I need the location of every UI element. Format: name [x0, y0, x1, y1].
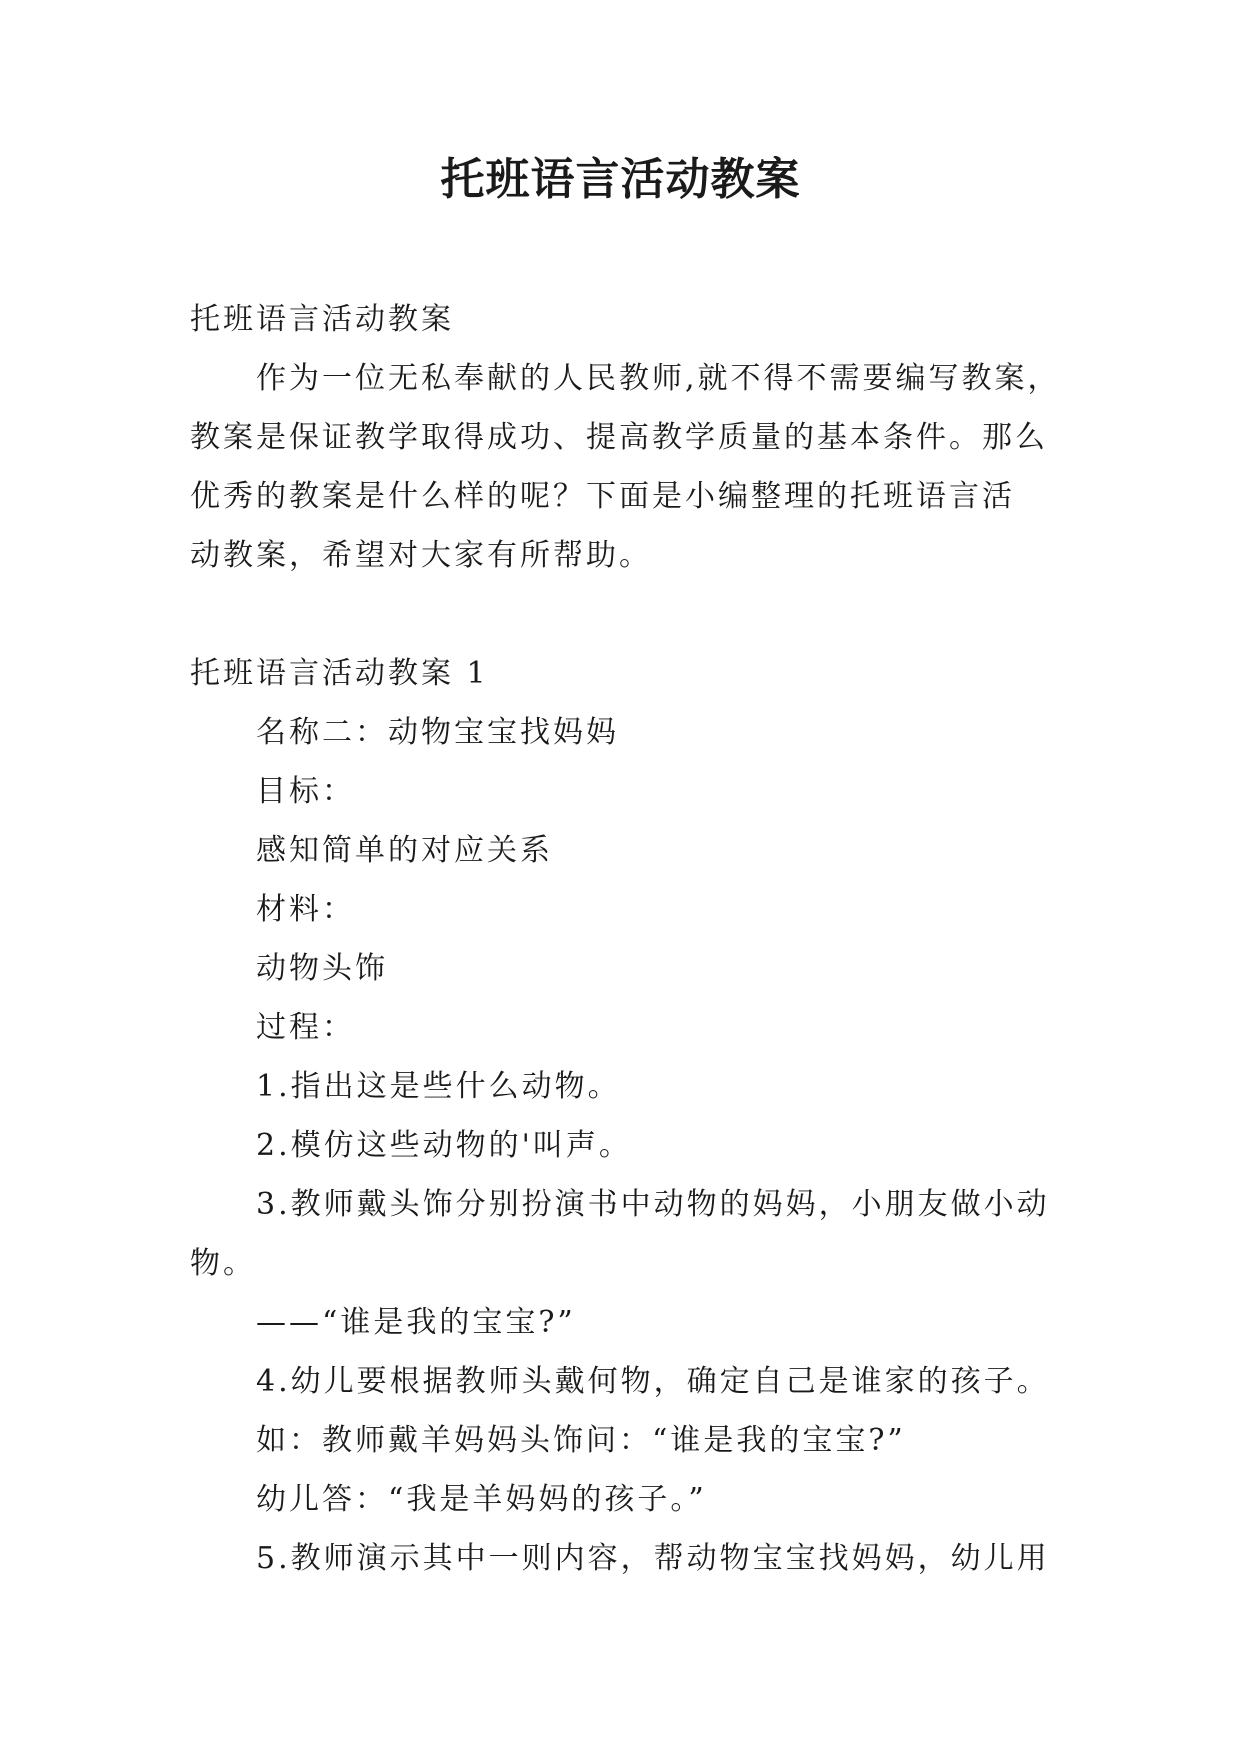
process-label: 过程：: [256, 1010, 355, 1045]
dialog-line: ——“谁是我的宝宝?”: [256, 1305, 576, 1340]
answer-line: 幼儿答：“我是羊妈妈的孩子。”: [256, 1482, 707, 1517]
intro-line: 教案是保证教学取得成功、提高教学质量的基本条件。那么: [190, 420, 1048, 455]
step-3-continued: 物。: [190, 1246, 256, 1281]
goal-text: 感知简单的对应关系: [256, 833, 553, 868]
material-text: 动物头饰: [256, 951, 388, 986]
material-label: 材料：: [256, 892, 355, 927]
step-4: 4.幼儿要根据教师头戴何物，确定自己是谁家的孩子。: [256, 1364, 1050, 1399]
step-3: 3.教师戴头饰分别扮演书中动物的妈妈，小朋友做小动: [256, 1187, 1050, 1222]
intro-heading: 托班语言活动教案: [190, 302, 454, 337]
example-line: 如：教师戴羊妈妈头饰问：“谁是我的宝宝?”: [256, 1423, 906, 1458]
section-heading: 托班语言活动教案 1: [190, 656, 489, 691]
document-title: 托班语言活动教案: [440, 154, 801, 205]
step-1: 1.指出这是些什么动物。: [256, 1069, 621, 1104]
goal-label: 目标：: [256, 774, 355, 809]
paragraph-gap: [190, 585, 1070, 644]
intro-line: 作为一位无私奉献的人民教师,就不得不需要编写教案，: [256, 361, 1061, 396]
step-5: 5.教师演示其中一则内容，帮动物宝宝找妈妈，幼儿用: [256, 1541, 1050, 1576]
intro-line: 优秀的教案是什么样的呢？下面是小编整理的托班语言活: [190, 479, 1015, 514]
intro-line: 动教案，希望对大家有所帮助。: [190, 538, 652, 573]
activity-name: 名称二：动物宝宝找妈妈: [256, 715, 619, 750]
document-body: [190, 290, 1070, 1588]
step-2: 2.模仿这些动物的'叫声。: [256, 1128, 632, 1163]
